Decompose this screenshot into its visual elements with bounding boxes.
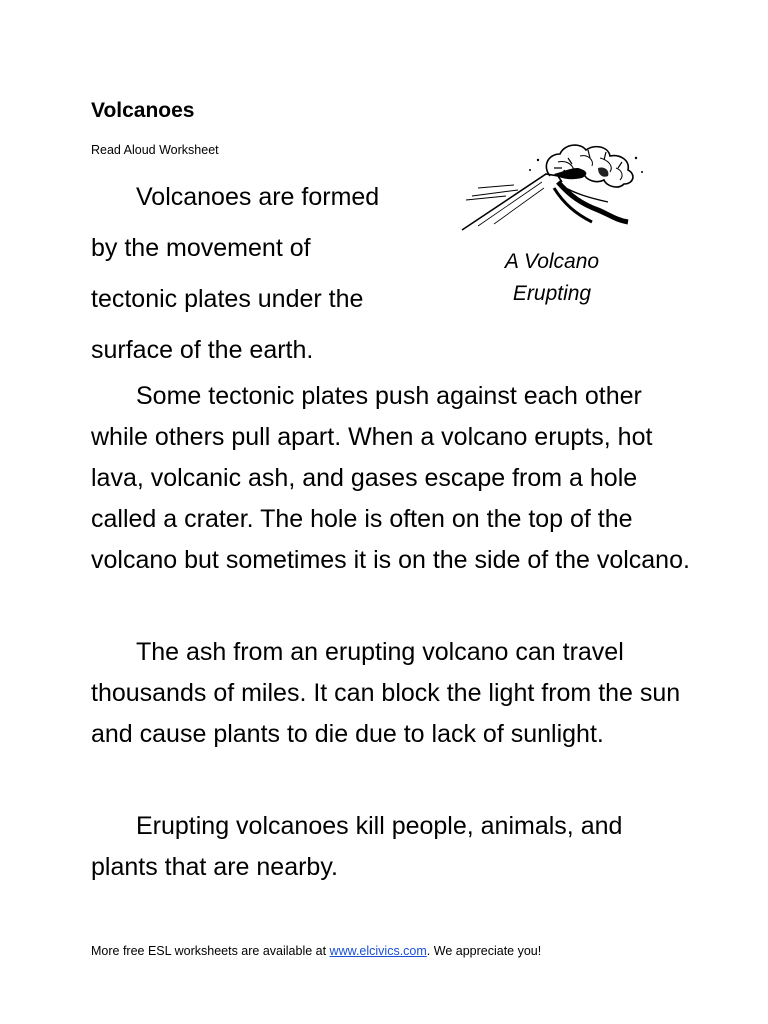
- elcivics-link[interactable]: www.elcivics.com: [329, 944, 427, 958]
- paragraph-ash: [91, 632, 691, 755]
- paragraph-text: Erupting volcanoes kill people, animals, and plants that are nearby.: [91, 812, 623, 881]
- footer-text: More free ESL worksheets are available at: [91, 944, 330, 958]
- intro-line: Volcanoes are formed: [136, 183, 380, 211]
- paragraph-text: The ash from an erupting volcano can travel thousands of miles. It can block the light from the sun and cause plants to die due to lack of sunlight.: [91, 638, 681, 748]
- figure-caption: [452, 246, 652, 310]
- intro-line: by the movement of: [91, 234, 311, 262]
- footer-note: [91, 943, 541, 959]
- caption-line: A Volcano: [504, 250, 600, 273]
- caption-line: Erupting: [512, 282, 592, 305]
- intro-paragraph: [91, 172, 431, 376]
- intro-line: surface of the earth.: [91, 336, 314, 364]
- intro-line: tectonic plates under the: [91, 285, 364, 313]
- paragraph-dangers: [91, 806, 691, 888]
- volcano-figure: [452, 138, 652, 310]
- volcano-erupting-icon: [458, 138, 646, 234]
- paragraph-text: Some tectonic plates push against each other while others pull apart. When a volcano erupts, hot lava, volcanic ash, and gases escape from a hole called a crater. The hole is often on the top of the volcano but sometimes it is on the side of the volcano.: [91, 382, 690, 574]
- worksheet-subtitle: Read Aloud Worksheet: [91, 143, 219, 157]
- worksheet-title: Volcanoes: [91, 99, 195, 122]
- paragraph-tectonic-plates: [91, 376, 691, 581]
- footer-text: . We appreciate you!: [426, 944, 542, 958]
